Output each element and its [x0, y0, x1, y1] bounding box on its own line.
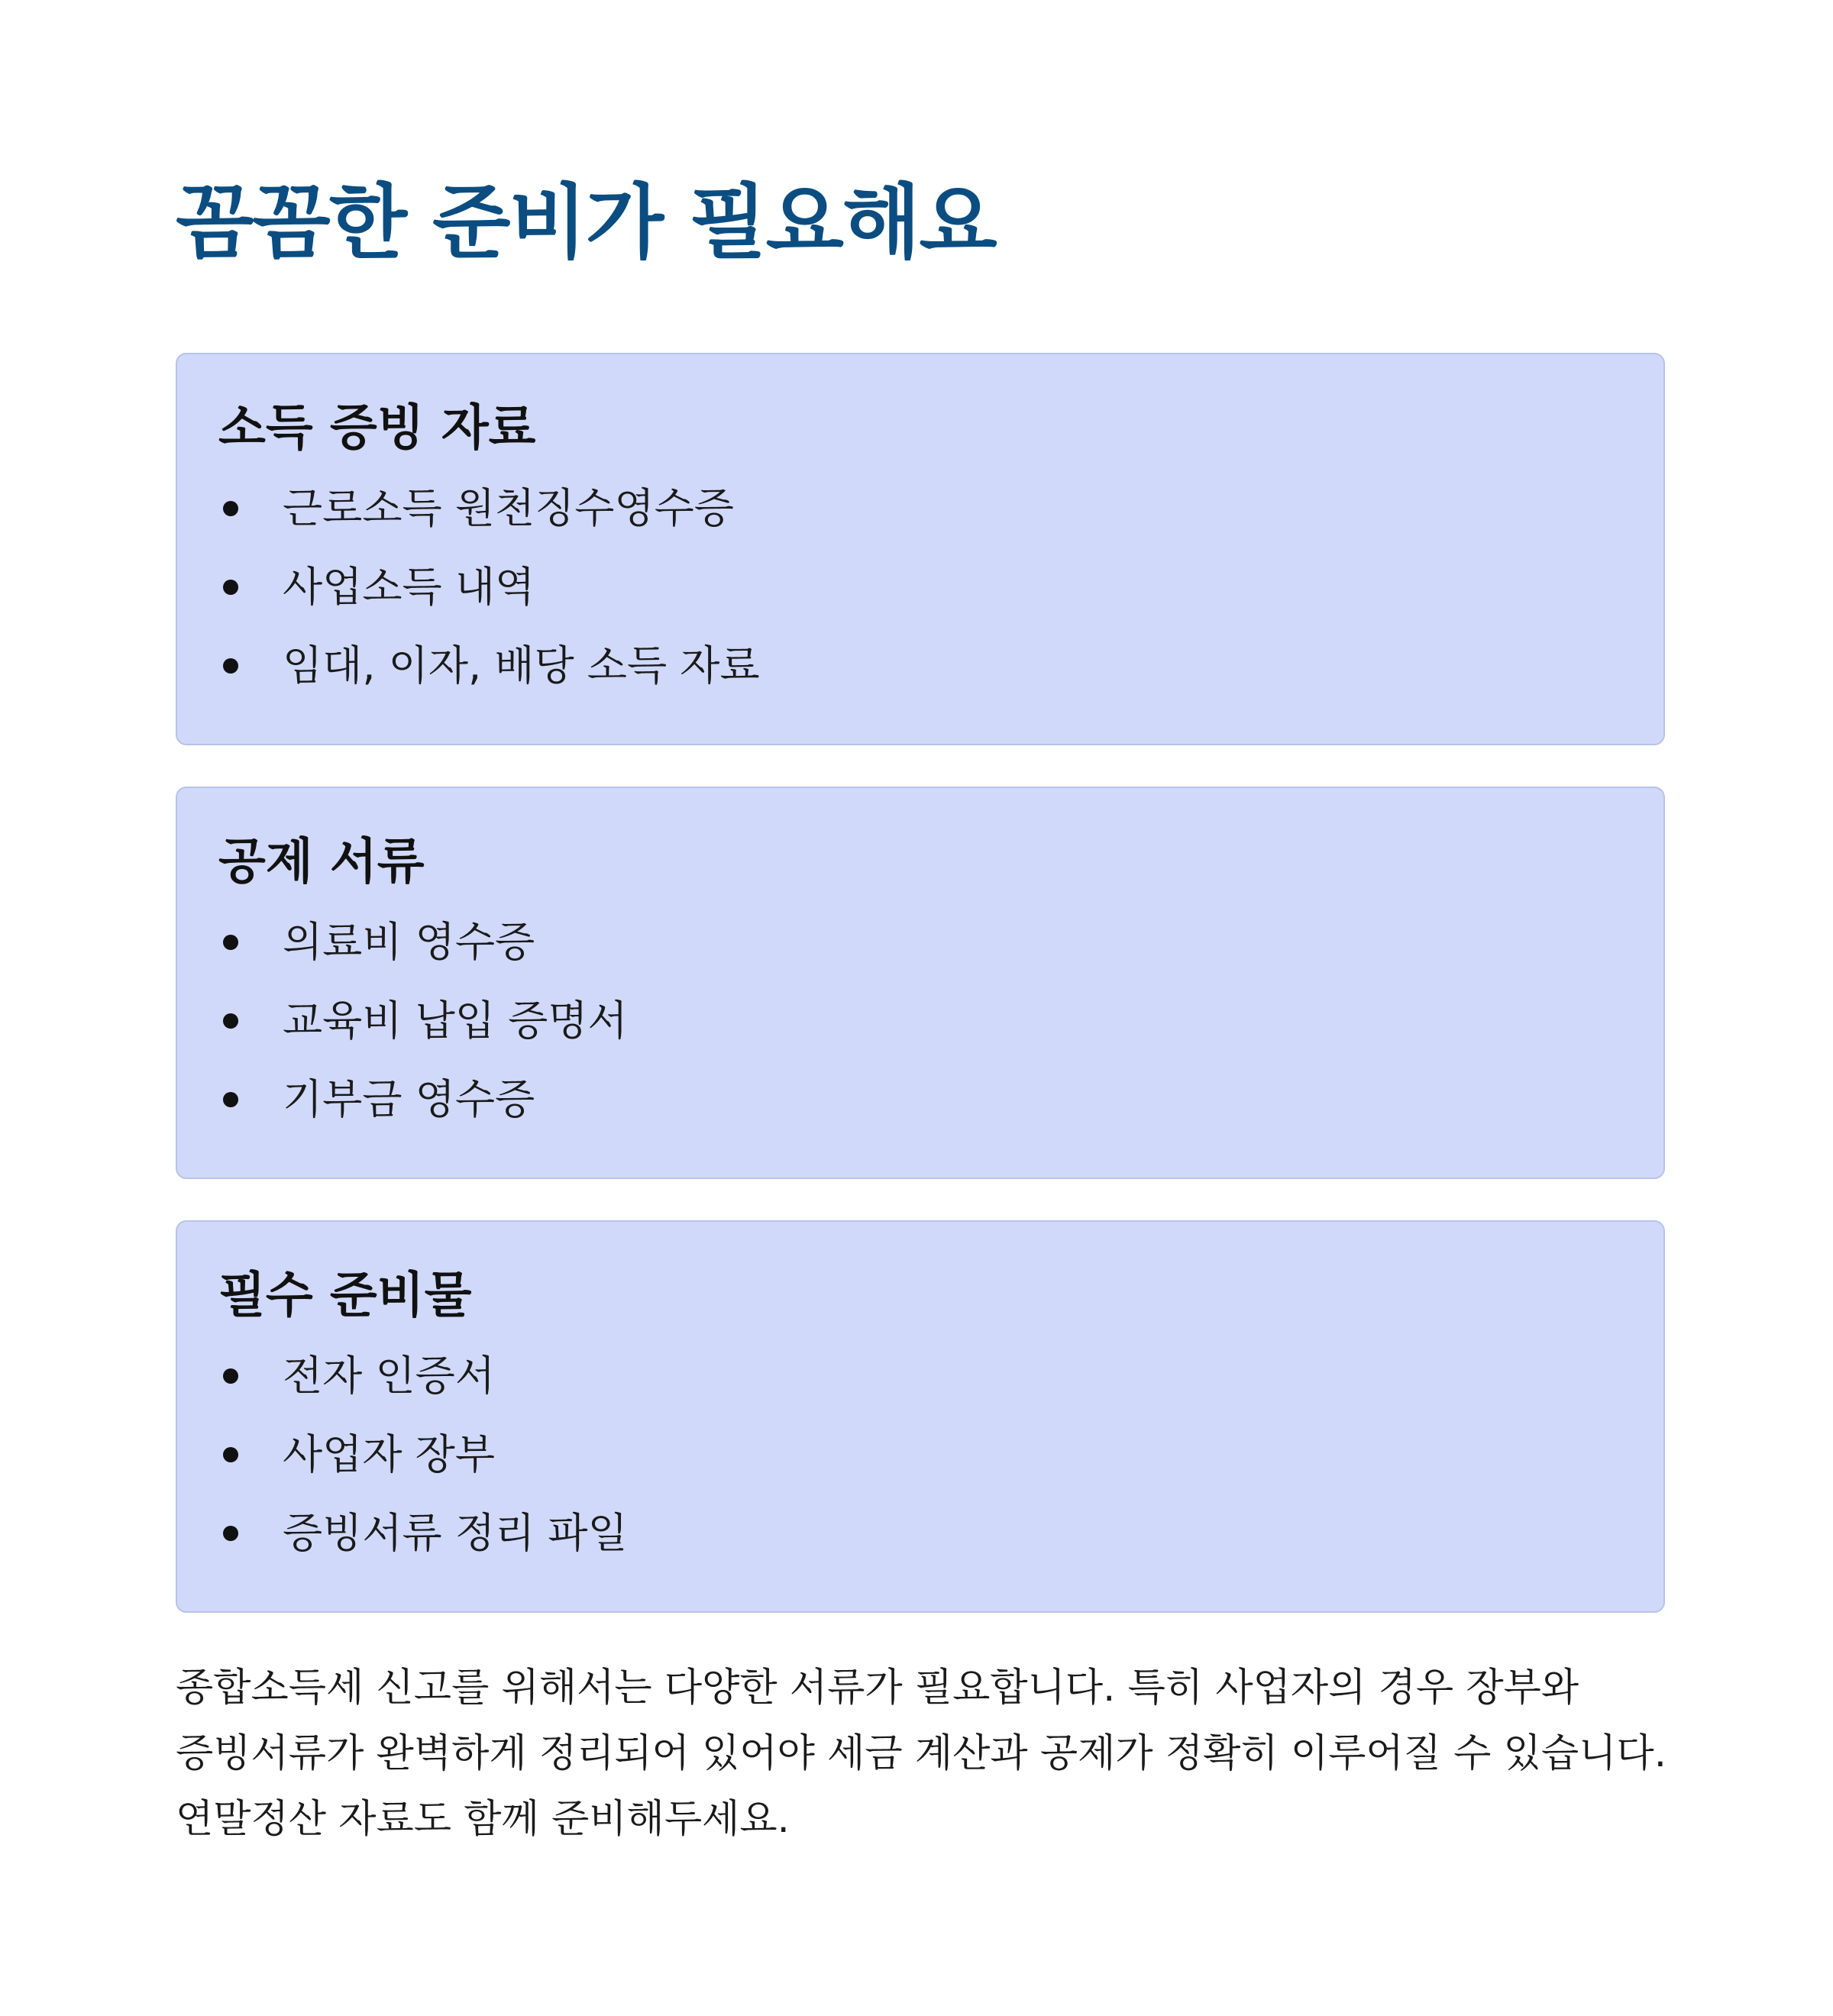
card-deduction-documents — [176, 787, 1665, 1179]
list-item-text: 전자 인증서 — [283, 1352, 495, 1400]
card-heading: 공제 서류 — [218, 834, 425, 890]
list-item-text: 기부금 영수증 — [283, 1075, 535, 1123]
card-heading: 필수 준비물 — [218, 1268, 472, 1324]
list-item-text: 사업소득 내역 — [283, 563, 535, 611]
list-item-text: 증빙서류 정리 파일 — [283, 1509, 628, 1557]
bullet-icon — [223, 1013, 238, 1029]
bullet-icon — [223, 1526, 238, 1541]
bullet-icon — [223, 1092, 238, 1107]
card-income-documents — [176, 353, 1665, 745]
list-item-text: 근로소득 원천징수영수증 — [283, 484, 734, 532]
card-required-items — [176, 1220, 1665, 1613]
bullet-icon — [223, 501, 238, 516]
bullet-icon — [223, 1447, 238, 1462]
list-item-text: 의료비 영수증 — [283, 918, 535, 966]
list-item-text: 사업자 장부 — [283, 1430, 495, 1478]
body-paragraph: 종합소득세 신고를 위해서는 다양한 서류가 필요합니다. 특히 사업자의 경우 장부와 증빙서류가 완벽하게 정리되어 있어야 세금 계산과 공제가 정확히 이루어질 수 있습니다. 연말정산 자료도 함께 준비해두세요. — [176, 1665, 1667, 1842]
list-item-text: 임대, 이자, 배당 소득 자료 — [283, 641, 760, 690]
card-heading: 소득 증빙 자료 — [218, 400, 536, 457]
bullet-icon — [223, 1368, 238, 1384]
bullet-icon — [223, 658, 238, 674]
page-title: 꼼꼼한 준비가 필요해요 — [176, 176, 996, 270]
list-item-text: 교육비 납입 증명서 — [283, 997, 628, 1045]
bullet-icon — [223, 580, 238, 595]
bullet-icon — [223, 935, 238, 950]
